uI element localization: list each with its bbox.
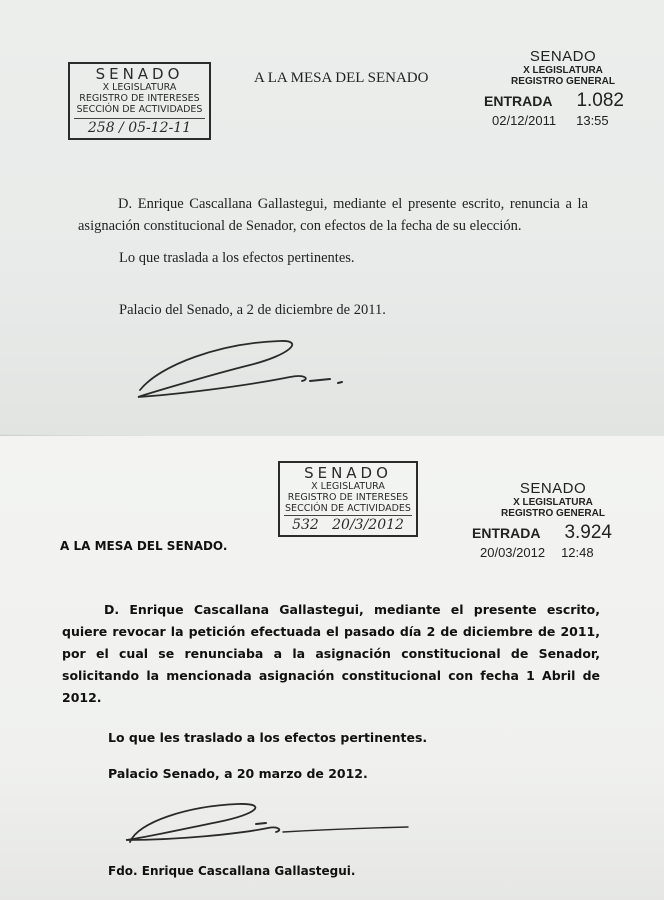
letter-place-date: Palacio Senado, a 20 marzo de 2012. <box>108 766 368 781</box>
registry-date: 20/03/2012 <box>480 545 546 560</box>
letter-revocacion <box>0 436 664 900</box>
registry-entry-number: 1.082 <box>576 90 624 111</box>
signature-image <box>130 335 380 405</box>
registry-general: REGISTRO GENERAL <box>501 508 605 519</box>
stamp-handwritten-number-date: 532 20/3/2012 <box>284 515 412 533</box>
stamp-title: SENADO <box>304 464 392 482</box>
letter-body: D. Enrique Cascallana Gallastegui, mediante el presente escrito, quiere revocar la petición efectuada el pasado día 2 de diciembre de 2011, por el cual se renunciaba a la asignación constitucional de Senador, solicitando la mencionada asignación constitucional con fecha 1 Abril de 2012. <box>62 602 600 705</box>
registry-legislatura: X LEGISLATURA <box>523 65 603 76</box>
letter-heading: A LA MESA DEL SENADO <box>254 70 429 86</box>
stamp-line-registro: REGISTRO DE INTERESES <box>287 492 409 503</box>
registro-general-stamp <box>468 480 638 562</box>
registry-entry-number: 3.924 <box>564 522 612 543</box>
stamp-line-legislatura: X LEGISLATURA <box>311 481 385 492</box>
signed-by-line: Fdo. Enrique Cascallana Gallastegui. <box>108 864 356 878</box>
registry-title: SENADO <box>529 48 597 65</box>
registry-legislatura: X LEGISLATURA <box>513 497 593 508</box>
stamp-line-legislatura: X LEGISLATURA <box>102 82 177 93</box>
letter-place-date: Palacio del Senado, a 2 de diciembre de 2011. <box>119 302 386 318</box>
registro-intereses-stamp <box>278 461 418 537</box>
registry-entry-label: ENTRADA <box>484 93 553 109</box>
stamp-title: SENADO <box>95 65 184 83</box>
stamp-handwritten-number-date: 258 / 05-12-11 <box>74 118 205 136</box>
registry-general: REGISTRO GENERAL <box>511 76 615 87</box>
stamp-line-seccion: SECCIÓN DE ACTIVIDADES <box>285 503 411 514</box>
stamp-line-seccion: SECCIÓN DE ACTIVIDADES <box>76 104 203 115</box>
registry-date: 02/12/2011 <box>492 113 557 128</box>
signature-image <box>118 794 418 854</box>
letter-heading: A LA MESA DEL SENADO. <box>60 539 228 553</box>
registro-general-stamp <box>478 48 648 130</box>
stamp-line-registro: REGISTRO DE INTERESES <box>79 93 200 104</box>
letter-renuncia <box>0 0 664 440</box>
letter-body: D. Enrique Cascallana Gallastegui, mediante el presente escrito, renuncia a la asignación constitucional de Senador, con efectos de la fecha de su elección. <box>78 196 588 234</box>
registry-time: 13:55 <box>576 113 609 128</box>
registro-intereses-stamp <box>68 62 211 140</box>
letter-closing: Lo que les traslado a los efectos pertinentes. <box>108 730 428 745</box>
letter-closing: Lo que traslada a los efectos pertinentes. <box>119 250 355 266</box>
registry-entry-label: ENTRADA <box>472 525 541 541</box>
registry-title: SENADO <box>519 480 587 497</box>
registry-time: 12:48 <box>561 545 594 560</box>
